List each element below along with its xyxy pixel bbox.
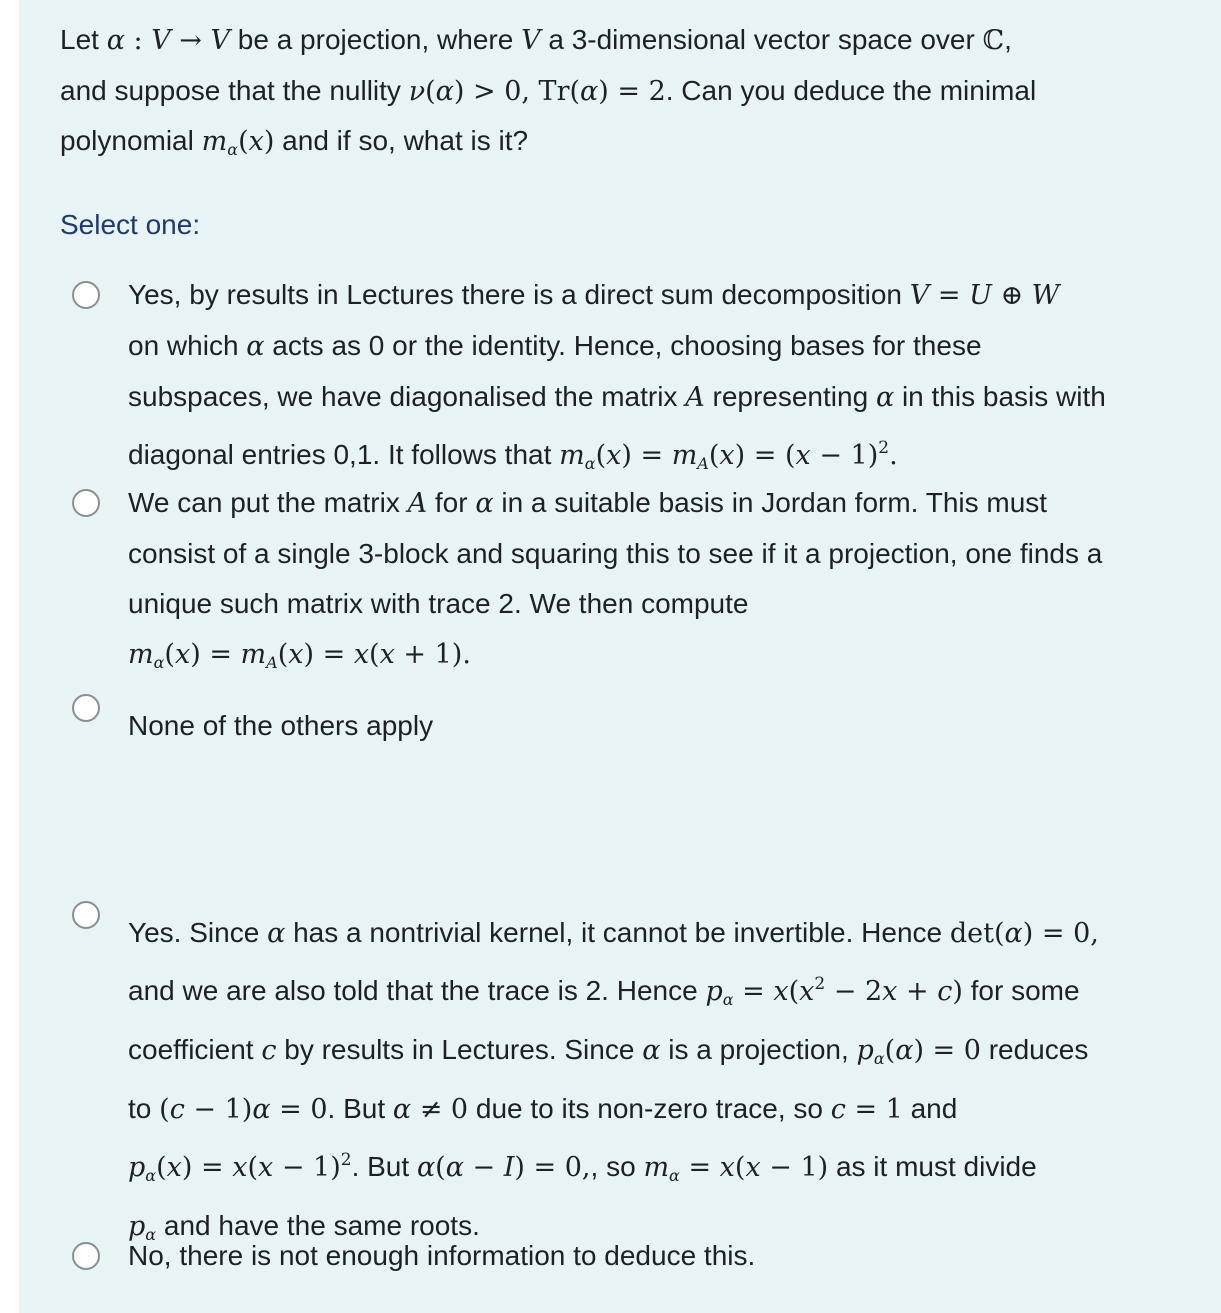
radio-button[interactable]: [72, 489, 100, 517]
radio-button[interactable]: [72, 281, 100, 309]
radio-button[interactable]: [72, 694, 100, 722]
option-text[interactable]: We can put the matrix A for α in a suitable basis in Jordan form. This must consist of a single 3-block and squaring this to see if it a projection, one finds a unique such matrix with trace 2. We then compute $m_\alpha(x) = m_A(x) = x(x + 1)$.: [128, 487, 1103, 672]
option-text[interactable]: None of the others apply: [128, 710, 434, 741]
option-text[interactable]: Yes. Since α has a nontrivial kernel, it cannot be invertible. Hence det(α) = 0, and we are also told that the trace is 2. Hence $p_\alpha = x(x^2 - 2x + c)$ for some coefficient c by results in Lectures. Since α is a projection, $p_\alpha(\alpha) = 0$ reduces to (c − 1)α = 0. But α ≠ 0 due to its non-zero trace, so c = 1 and $p_\alpha(x) = x(x - 1)^2$. But α(α − I) = 0,, so $m_\alpha = x(x - 1)$ as it must divide $p_\alpha$ and have the same roots.: [128, 917, 1099, 1244]
radio-button[interactable]: [72, 901, 100, 929]
radio-button[interactable]: [72, 1242, 100, 1270]
option-text[interactable]: No, there is not enough information to deduce this.: [128, 1240, 756, 1271]
option-text[interactable]: Yes, by results in Lectures there is a direct sum decomposition V = U ⊕ W on which α acts as 0 or the identity. Hence, choosing bases for these subspaces, we have diagonalised the matrix A representing α in this basis with diagonal entries 0,1. It follows that $m_\alpha(x) = m_A(x) = (x - 1)^2$.: [128, 279, 1106, 473]
select-one-label: Select one:: [60, 209, 201, 240]
question-text: Let α : V → V be a projection, where V a 3-dimensional vector space over ℂ, and suppose that the nullity ν(α) > 0, Tr(α) = 2. Can you deduce the minimal polynomial $m_\alpha(x)$ and if so, what is it?: [60, 24, 1037, 159]
